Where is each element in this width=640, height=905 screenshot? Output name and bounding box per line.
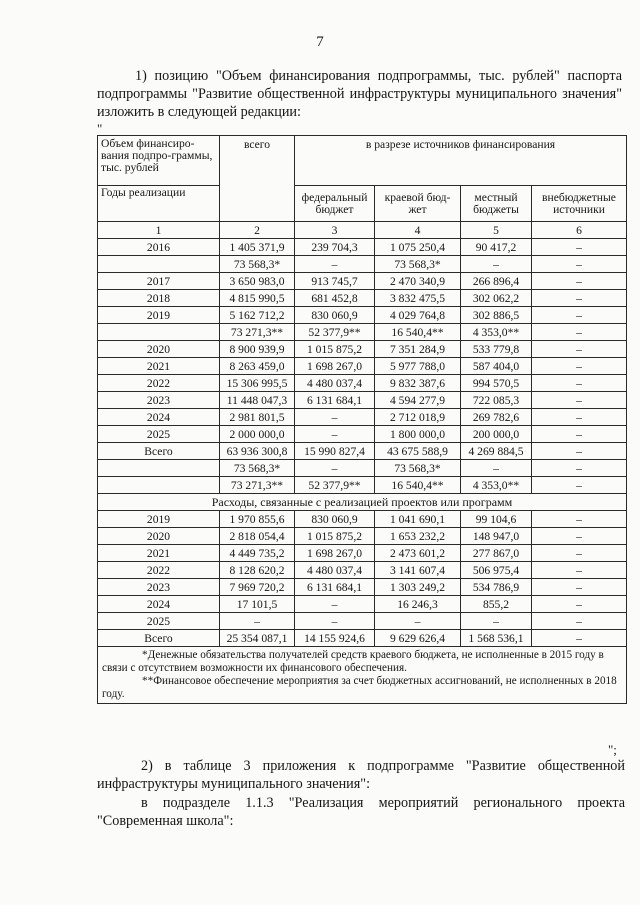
cell-year: 2025 [98,613,220,630]
header-local: местный бюджеты [461,186,532,222]
cell-local: 506 975,4 [461,562,532,579]
header-regional: краевой бюд-жет [375,186,461,222]
footnote-note2: **Финансовое обеспечение мероприятия за счет бюджетных ассигнований, не исполненных в 2018 году. [102,675,617,700]
cell-federal: 681 452,8 [295,290,375,307]
cell-regional: 43 675 588,9 [375,443,461,460]
cell-local: 266 896,4 [461,273,532,290]
cell-total: 4 815 990,5 [220,290,295,307]
cell-total: 73 271,3** [220,324,295,341]
cell-total: 3 650 983,0 [220,273,295,290]
cell-total: 4 449 735,2 [220,545,295,562]
cell-year [98,324,220,341]
cell-local: 534 786,9 [461,579,532,596]
cell-local: 4 269 884,5 [461,443,532,460]
footnote-note1: *Денежные обязательства получателей средств краевого бюджета, не исполненные в 2015 году в связи с отсутствием возможности их финансового обеспечения. [102,649,604,674]
cell-total: 2 981 801,5 [220,409,295,426]
cell-local: 587 404,0 [461,358,532,375]
cell-local: – [461,613,532,630]
cell-extra: – [532,630,627,647]
cell-regional: 2 470 340,9 [375,273,461,290]
cell-total: 8 900 939,9 [220,341,295,358]
financing-table [97,135,627,704]
intro-paragraph [97,67,622,121]
table-row [98,477,627,494]
cell-extra: – [532,545,627,562]
cell-federal: 830 060,9 [295,307,375,324]
footnotes [98,647,627,704]
cell-year [98,460,220,477]
intro-text: 1) позицию "Объем финансирования подпрограммы, тыс. рублей" паспорта подпрограммы "Развитие общественной инфраструктуры муниципального значения" изложить в следующей редакции: [97,68,622,120]
cell-extra: – [532,307,627,324]
table-row [98,511,627,528]
cell-federal: 239 704,3 [295,239,375,256]
cell-federal: – [295,613,375,630]
cell-extra: – [532,477,627,494]
cell-extra: – [532,443,627,460]
cell-federal: 52 377,9** [295,324,375,341]
cell-local: 4 353,0** [461,477,532,494]
cell-year: 2017 [98,273,220,290]
cell-regional: 9 629 626,4 [375,630,461,647]
cell-regional: 1 800 000,0 [375,426,461,443]
cell-local: 148 947,0 [461,528,532,545]
cell-extra: – [532,324,627,341]
cell-total: 8 263 459,0 [220,358,295,375]
cell-year: 2022 [98,375,220,392]
cell-total: 5 162 712,2 [220,307,295,324]
cell-extra: – [532,460,627,477]
cell-year: 2019 [98,307,220,324]
cell-extra: – [532,596,627,613]
cell-regional: 1 075 250,4 [375,239,461,256]
cell-total: 7 969 720,2 [220,579,295,596]
cell-extra: – [532,375,627,392]
cell-extra: – [532,613,627,630]
cell-regional: 3 141 607,4 [375,562,461,579]
cell-federal: 6 131 684,1 [295,579,375,596]
cell-year: 2021 [98,545,220,562]
header-sources: в разрезе источников финансирования [295,136,627,186]
cell-federal: – [295,596,375,613]
cell-extra: – [532,562,627,579]
col-number: 1 [98,222,220,239]
page-number: 7 [316,34,324,50]
cell-year: 2020 [98,528,220,545]
cell-local: – [461,460,532,477]
table-row [98,545,627,562]
cell-federal: 6 131 684,1 [295,392,375,409]
cell-regional: 9 832 387,6 [375,375,461,392]
cell-total: 15 306 995,5 [220,375,295,392]
section-title: Расходы, связанные с реализацией проектов или программ [98,494,627,511]
cell-total: – [220,613,295,630]
table-row [98,256,627,273]
cell-total: 73 568,3* [220,256,295,273]
table-row [98,528,627,545]
col-number: 4 [375,222,461,239]
cell-regional: 2 712 018,9 [375,409,461,426]
cell-local: 855,2 [461,596,532,613]
cell-year: Всего [98,630,220,647]
cell-federal: 4 480 037,4 [295,562,375,579]
cell-federal: 1 698 267,0 [295,358,375,375]
cell-extra: – [532,256,627,273]
cell-local: 90 417,2 [461,239,532,256]
col-number: 3 [295,222,375,239]
table-row [98,392,627,409]
cell-year [98,477,220,494]
cell-extra: – [532,392,627,409]
cell-local: 269 782,6 [461,409,532,426]
cell-year: Всего [98,443,220,460]
section-row [98,494,627,511]
cell-year: 2025 [98,426,220,443]
cell-local: 277 867,0 [461,545,532,562]
cell-regional: 5 977 788,0 [375,358,461,375]
cell-year: 2016 [98,239,220,256]
cell-federal: 15 990 827,4 [295,443,375,460]
cell-federal: 913 745,7 [295,273,375,290]
cell-extra: – [532,579,627,596]
cell-local: 533 779,8 [461,341,532,358]
cell-year [98,256,220,273]
table-row [98,341,627,358]
table-row [98,239,627,256]
cell-regional: 4 029 764,8 [375,307,461,324]
cell-regional: 16 540,4** [375,477,461,494]
cell-regional: 16 246,3 [375,596,461,613]
cell-year: 2019 [98,511,220,528]
cell-federal: 4 480 037,4 [295,375,375,392]
cell-local: 4 353,0** [461,324,532,341]
table-row [98,375,627,392]
cell-total: 2 818 054,4 [220,528,295,545]
cell-total: 1 970 855,6 [220,511,295,528]
cell-year: 2022 [98,562,220,579]
cell-extra: – [532,358,627,375]
cell-local: 722 085,3 [461,392,532,409]
cell-year: 2020 [98,341,220,358]
cell-local: – [461,256,532,273]
cell-year: 2024 [98,409,220,426]
cell-local: 302 886,5 [461,307,532,324]
cell-extra: – [532,511,627,528]
cell-regional: 1 041 690,1 [375,511,461,528]
paragraph-2: 2) в таблице 3 приложения к подпрограмме "Развитие общественной инфраструктуры муниципального значения": [97,758,625,792]
cell-federal: – [295,409,375,426]
cell-extra: – [532,426,627,443]
cell-extra: – [532,290,627,307]
table-row [98,460,627,477]
table-row [98,562,627,579]
cell-extra: – [532,273,627,290]
cell-federal: – [295,426,375,443]
cell-regional: 7 351 284,9 [375,341,461,358]
cell-federal: 1 015 875,2 [295,528,375,545]
cell-regional: – [375,613,461,630]
header-total: всего [220,136,295,222]
cell-total: 63 936 300,8 [220,443,295,460]
notes-row [98,647,627,704]
cell-total: 73 568,3* [220,460,295,477]
cell-total: 8 128 620,2 [220,562,295,579]
cell-regional: 1 653 232,2 [375,528,461,545]
cell-federal: 14 155 924,6 [295,630,375,647]
cell-year: 2018 [98,290,220,307]
table-row [98,409,627,426]
cell-regional: 1 303 249,2 [375,579,461,596]
table-row [98,613,627,630]
cell-total: 2 000 000,0 [220,426,295,443]
table-row [98,579,627,596]
table-row [98,426,627,443]
cell-total: 73 271,3** [220,477,295,494]
cell-local: 302 062,2 [461,290,532,307]
cell-federal: – [295,460,375,477]
col-number: 5 [461,222,532,239]
cell-federal: 1 698 267,0 [295,545,375,562]
cell-total: 11 448 047,3 [220,392,295,409]
cell-regional: 16 540,4** [375,324,461,341]
header-years-label: Годы реализации [98,186,220,222]
table-row [98,273,627,290]
cell-local: 994 570,5 [461,375,532,392]
header-volume-label: Объем финансиро-вания подпро-граммы, тыс. рублей [98,136,220,186]
paragraph-3: в подразделе 1.1.3 "Реализация мероприятий регионального проекта "Современная школа": [97,795,625,829]
cell-regional: 73 568,3* [375,460,461,477]
cell-regional: 73 568,3* [375,256,461,273]
cell-regional: 2 473 601,2 [375,545,461,562]
header-extra: внебюджетные источники [532,186,627,222]
cell-federal: – [295,256,375,273]
quote-open: " [97,121,103,136]
cell-federal: 1 015 875,2 [295,341,375,358]
cell-federal: 52 377,9** [295,477,375,494]
cell-year: 2024 [98,596,220,613]
cell-extra: – [532,239,627,256]
table-row [98,596,627,613]
table-row [98,443,627,460]
col-number: 2 [220,222,295,239]
cell-year: 2023 [98,579,220,596]
cell-regional: 3 832 475,5 [375,290,461,307]
body-section-2 [97,757,625,830]
quote-close: "; [608,742,617,757]
cell-local: 1 568 536,1 [461,630,532,647]
cell-year: 2023 [98,392,220,409]
cell-extra: – [532,409,627,426]
cell-total: 17 101,5 [220,596,295,613]
table-row [98,307,627,324]
table-row [98,630,627,647]
table-row [98,358,627,375]
table-row [98,324,627,341]
cell-total: 1 405 371,9 [220,239,295,256]
cell-regional: 4 594 277,9 [375,392,461,409]
header-federal: федеральный бюджет [295,186,375,222]
table-row [98,290,627,307]
cell-year: 2021 [98,358,220,375]
cell-local: 99 104,6 [461,511,532,528]
cell-total: 25 354 087,1 [220,630,295,647]
cell-local: 200 000,0 [461,426,532,443]
col-number: 6 [532,222,627,239]
cell-extra: – [532,528,627,545]
cell-extra: – [532,341,627,358]
cell-federal: 830 060,9 [295,511,375,528]
